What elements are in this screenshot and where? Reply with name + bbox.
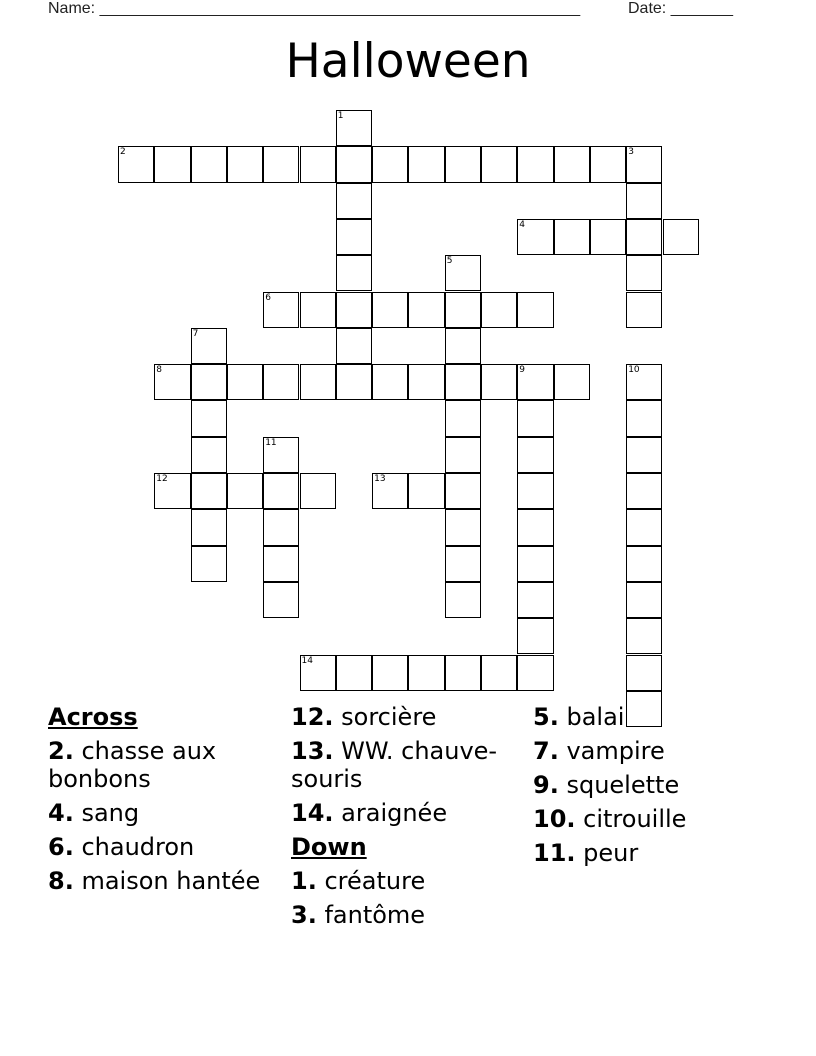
clue-number-label: 13 (374, 474, 386, 484)
grid-cell[interactable] (191, 328, 227, 364)
grid-cell[interactable] (408, 292, 444, 328)
grid-cell[interactable] (445, 255, 481, 291)
grid-cell[interactable] (263, 509, 299, 545)
grid-cell[interactable] (445, 509, 481, 545)
grid-cell[interactable] (300, 146, 336, 182)
grid-cell[interactable] (336, 255, 372, 291)
grid-cell[interactable] (263, 437, 299, 473)
grid-cell[interactable] (263, 546, 299, 582)
clue-text: WW. chauve-souris (291, 737, 498, 793)
grid-cell[interactable] (263, 364, 299, 400)
grid-cell[interactable] (626, 146, 662, 182)
clue-number-label: 9 (519, 365, 526, 376)
grid-cell[interactable] (517, 546, 553, 582)
grid-cell[interactable] (191, 146, 227, 182)
clue-item (291, 703, 526, 731)
grid-cell[interactable] (372, 473, 408, 509)
grid-cell[interactable] (663, 219, 699, 255)
grid-cell[interactable] (191, 364, 227, 400)
grid-cell[interactable] (517, 292, 553, 328)
across-heading: Across (48, 703, 138, 731)
clue-column-1 (48, 703, 278, 901)
grid-cell[interactable] (445, 546, 481, 582)
clue-number-label: 4 (519, 219, 526, 230)
clue-text: sang (81, 799, 140, 827)
grid-cell[interactable] (626, 400, 662, 436)
grid-cell[interactable] (154, 146, 190, 182)
clue-item (533, 805, 773, 833)
grid-cell[interactable] (118, 146, 154, 182)
clue-item (533, 703, 773, 731)
grid-cell[interactable] (191, 437, 227, 473)
grid-cell[interactable] (626, 509, 662, 545)
grid-cell[interactable] (626, 364, 662, 400)
clue-number: 9. (533, 771, 559, 799)
grid-cell[interactable] (372, 364, 408, 400)
grid-cell[interactable] (554, 219, 590, 255)
page-title: Halloween (285, 34, 531, 89)
clue-item (533, 839, 773, 867)
clue-number: 14. (291, 799, 334, 827)
grid-cell[interactable] (227, 364, 263, 400)
grid-cell[interactable] (445, 328, 481, 364)
clue-number: 3. (291, 901, 317, 929)
grid-cell[interactable] (300, 473, 336, 509)
grid-cell[interactable] (445, 582, 481, 618)
grid-cell[interactable] (336, 292, 372, 328)
clue-number: 13. (291, 737, 334, 765)
date-blank: _______ (670, 0, 733, 17)
clue-number: 10. (533, 805, 576, 833)
clue-item (48, 737, 278, 793)
clue-number-label: 8 (156, 365, 163, 376)
grid-cell[interactable] (154, 473, 190, 509)
grid-cell[interactable] (445, 292, 481, 328)
grid-cell[interactable] (336, 146, 372, 182)
grid-cell[interactable] (300, 292, 336, 328)
grid-cell[interactable] (154, 364, 190, 400)
clue-item (291, 737, 526, 793)
grid-cell[interactable] (191, 400, 227, 436)
clue-number-label: 10 (628, 365, 640, 376)
grid-cell[interactable] (408, 473, 444, 509)
clue-text: balai (566, 703, 625, 731)
clue-item (291, 799, 526, 827)
grid-cell[interactable] (336, 219, 372, 255)
clue-column-3 (533, 703, 773, 873)
date-label: Date: (628, 0, 671, 17)
clue-text: chasse aux bonbons (48, 737, 217, 793)
clue-number: 7. (533, 737, 559, 765)
grid-cell[interactable] (554, 364, 590, 400)
grid-cell[interactable] (372, 292, 408, 328)
grid-cell[interactable] (300, 364, 336, 400)
grid-cell[interactable] (481, 364, 517, 400)
grid-cell[interactable] (626, 582, 662, 618)
grid-cell[interactable] (445, 655, 481, 691)
grid-cell[interactable] (191, 509, 227, 545)
clue-number-label: 7 (192, 328, 199, 339)
grid-cell[interactable] (590, 219, 626, 255)
clue-number: 1. (291, 867, 317, 895)
clue-text: fantôme (324, 901, 426, 929)
grid-cell[interactable] (517, 146, 553, 182)
grid-cell[interactable] (626, 255, 662, 291)
grid-cell[interactable] (445, 364, 481, 400)
grid-cell[interactable] (445, 473, 481, 509)
grid-cell[interactable] (517, 509, 553, 545)
grid-cell[interactable] (408, 655, 444, 691)
clue-number: 8. (48, 867, 74, 895)
grid-cell[interactable] (517, 655, 553, 691)
clue-number: 4. (48, 799, 74, 827)
grid-cell[interactable] (626, 292, 662, 328)
clue-text: squelette (566, 771, 680, 799)
clue-text: citrouille (583, 805, 687, 833)
clue-item (533, 737, 773, 765)
grid-cell[interactable] (626, 437, 662, 473)
grid-cell[interactable] (554, 146, 590, 182)
grid-cell[interactable] (626, 546, 662, 582)
down-heading: Down (291, 833, 367, 861)
clue-column-2 (291, 703, 526, 935)
clue-number-label: 3 (628, 147, 634, 158)
grid-cell[interactable] (517, 364, 553, 400)
grid-cell[interactable] (191, 546, 227, 582)
clue-number-label: 12 (156, 474, 168, 484)
clue-number-label: 2 (120, 147, 126, 158)
grid-cell[interactable] (481, 292, 517, 328)
clue-number-label: 11 (265, 437, 277, 448)
grid-cell[interactable] (517, 437, 553, 473)
clue-item (48, 799, 278, 827)
grid-cell[interactable] (300, 655, 336, 691)
clue-number: 6. (48, 833, 74, 861)
grid-cell[interactable] (227, 146, 263, 182)
grid-cell[interactable] (263, 582, 299, 618)
grid-cell[interactable] (517, 582, 553, 618)
grid-cell[interactable] (481, 655, 517, 691)
grid-cell[interactable] (626, 219, 662, 255)
grid-cell[interactable] (372, 655, 408, 691)
clue-text: vampire (566, 737, 665, 765)
clue-text: sorcière (341, 703, 437, 731)
grid-cell[interactable] (445, 437, 481, 473)
clue-number: 11. (533, 839, 576, 867)
grid-cell[interactable] (408, 146, 444, 182)
name-label: Name: (48, 0, 100, 17)
grid-cell[interactable] (626, 618, 662, 654)
clue-item (533, 771, 773, 799)
grid-cell[interactable] (517, 618, 553, 654)
clue-text: araignée (341, 799, 448, 827)
grid-cell[interactable] (517, 473, 553, 509)
grid-cell[interactable] (445, 400, 481, 436)
clue-number-label: 1 (337, 111, 344, 121)
clue-item (291, 867, 526, 895)
grid-cell[interactable] (517, 219, 553, 255)
clue-text: créature (324, 867, 426, 895)
grid-cell[interactable] (408, 364, 444, 400)
grid-cell[interactable] (517, 400, 553, 436)
grid-cell[interactable] (263, 146, 299, 182)
clue-text: chaudron (81, 833, 195, 861)
clue-number-label: 6 (265, 292, 271, 303)
grid-cell[interactable] (263, 473, 299, 509)
grid-cell[interactable] (590, 146, 626, 182)
grid-cell[interactable] (336, 328, 372, 364)
grid-cell[interactable] (626, 655, 662, 691)
clue-text: peur (583, 839, 639, 867)
clue-number-label: 5 (446, 256, 453, 267)
clue-number: 12. (291, 703, 334, 731)
clue-item (48, 867, 278, 895)
clue-item (48, 833, 278, 861)
clue-number: 2. (48, 737, 74, 765)
grid-cell[interactable] (372, 146, 408, 182)
grid-cell[interactable] (191, 473, 227, 509)
grid-cell[interactable] (263, 292, 299, 328)
clue-text: maison hantée (81, 867, 261, 895)
clue-number: 5. (533, 703, 559, 731)
name-blank: ______________________________________________________ (99, 0, 581, 17)
grid-cell[interactable] (626, 183, 662, 219)
grid-cell[interactable] (336, 183, 372, 219)
grid-cell[interactable] (626, 473, 662, 509)
grid-cell[interactable] (227, 473, 263, 509)
clue-number-label: 14 (301, 655, 313, 666)
grid-cell[interactable] (336, 655, 372, 691)
grid-cell[interactable] (336, 110, 372, 146)
grid-cell[interactable] (336, 364, 372, 400)
grid-cell[interactable] (481, 146, 517, 182)
grid-cell[interactable] (445, 146, 481, 182)
clue-item (291, 901, 526, 929)
